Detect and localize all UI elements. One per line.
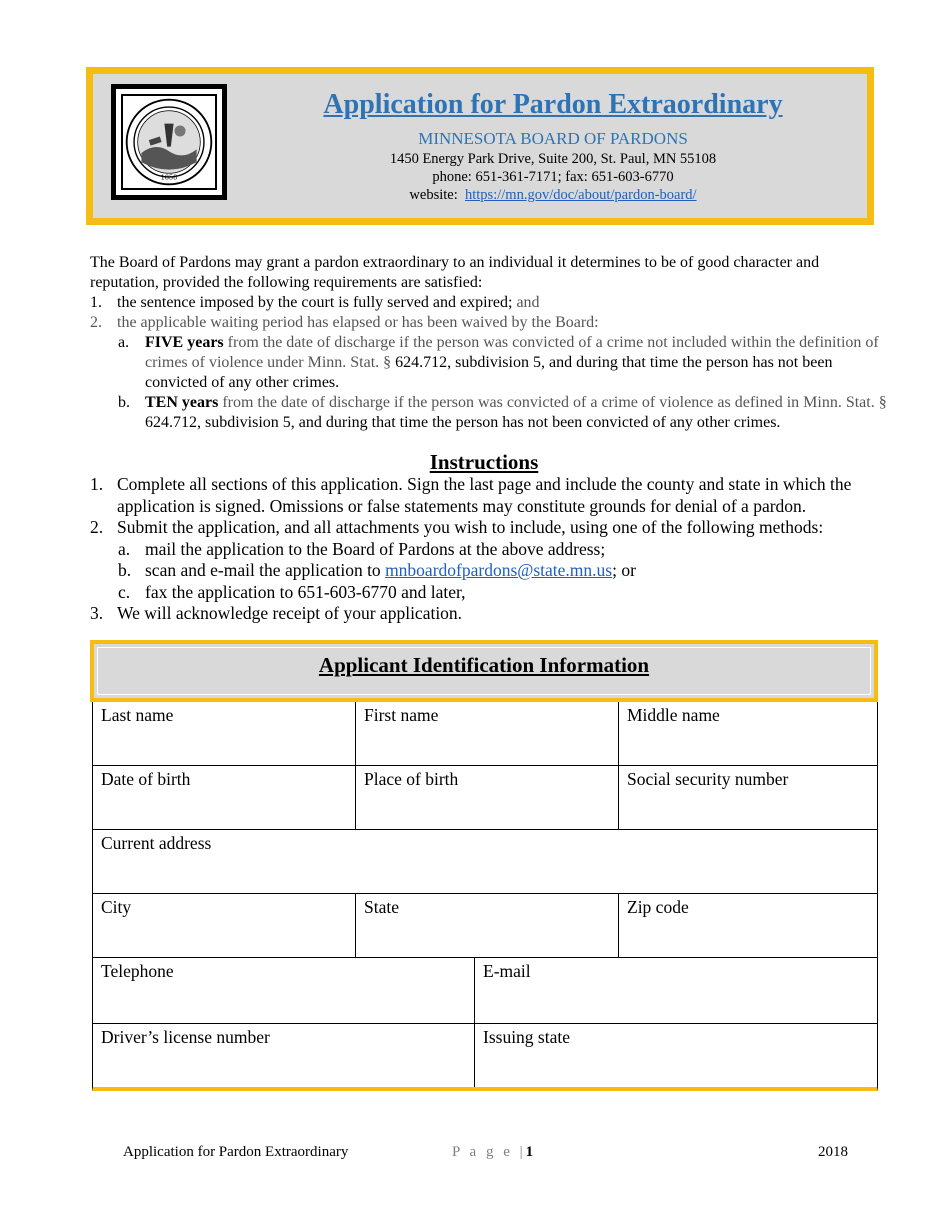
organization-name: MINNESOTA BOARD OF PARDONS: [418, 129, 688, 148]
footer-year: 2018: [818, 1144, 848, 1160]
page-number: P a g e |1: [452, 1144, 534, 1160]
svg-text:1858: 1858: [160, 173, 178, 182]
org-address: 1450 Energy Park Drive, Suite 200, St. Paul, MN 55108: [389, 151, 717, 167]
state-field[interactable]: State: [355, 894, 618, 957]
requirement-item: 2. the applicable waiting period has elapsed or has been waived by the Board:: [90, 314, 599, 331]
org-contact: phone: 651-361-7171; fax: 651-603-6770: [432, 169, 674, 185]
header-text: [243, 86, 863, 204]
middle-name-field[interactable]: Middle name: [618, 702, 877, 765]
date-of-birth-field[interactable]: Date of birth: [101, 769, 191, 789]
seal-icon: [123, 96, 215, 188]
form-row: [93, 702, 877, 765]
applicant-id-form: [92, 702, 878, 1091]
telephone-field[interactable]: Telephone: [101, 961, 174, 981]
requirement-item: 1. the sentence imposed by the court is fully served and expired; and: [90, 294, 540, 311]
issuing-state-field[interactable]: Issuing state: [474, 1024, 877, 1087]
city-field[interactable]: City: [101, 897, 132, 917]
email-link[interactable]: mnboardofpardons@state.mn.us: [385, 560, 613, 580]
footer-title: Application for Pardon Extraordinary: [123, 1144, 349, 1160]
submission-method-item: c. fax the application to 651-603-6770 and later,: [118, 581, 466, 602]
page-title: Application for Pardon Extraordinary: [323, 89, 783, 120]
instruction-item: 1. Complete all sections of this application. Sign the last page and include the county and state in which the application is signed. Omissions or false statements may constitute grounds for denial of a pardon.: [90, 474, 852, 516]
form-row: [93, 957, 877, 1023]
id-section-header: [90, 640, 878, 702]
place-of-birth-field[interactable]: Place of birth: [355, 766, 618, 829]
instruction-item: 3. We will acknowledge receipt of your application.: [90, 603, 463, 623]
waiting-period-item: b. TEN years from the date of discharge if the person was convicted of a crime of violence as defined in Minn. Stat. § 624.712, subdivision 5, and during that time the person has not been convicted of any other crimes.: [118, 394, 887, 431]
org-website: [243, 186, 863, 204]
instructions-list: [90, 474, 890, 625]
form-row: [93, 1023, 877, 1087]
last-name-field[interactable]: Last name: [101, 705, 174, 725]
id-section-title: Applicant Identification Information: [318, 653, 650, 677]
submission-method-item: a. mail the application to the Board of Pardons at the above address;: [118, 538, 606, 559]
submission-method-item: b. scan and e-mail the application to mnboardofpardons@state.mn.us; or: [118, 560, 636, 580]
state-seal-logo: [111, 84, 227, 200]
instructions-heading: Instructions: [429, 450, 539, 474]
drivers-license-field[interactable]: Driver’s license number: [101, 1027, 270, 1047]
zip-code-field[interactable]: Zip code: [618, 894, 877, 957]
email-field[interactable]: E-mail: [474, 958, 877, 1023]
website-link[interactable]: https://mn.gov/doc/about/pardon-board/: [465, 187, 697, 203]
ssn-field[interactable]: Social security number: [618, 766, 877, 829]
form-row: [93, 765, 877, 829]
website-label: website:: [409, 187, 458, 203]
intro-section: [90, 253, 890, 433]
instruction-item: 2. Submit the application, and all attachments you wish to include, using one of the following methods:: [90, 517, 824, 537]
form-row: [93, 829, 877, 893]
waiting-period-item: a. FIVE years from the date of discharge if the person was convicted of a crime not included within the definition of crimes of violence under Minn. Stat. § 624.712, subdivision 5, and during that time the person has not been convicted of any other crimes.: [118, 334, 879, 391]
intro-paragraph: The Board of Pardons may grant a pardon extraordinary to an individual it determines to be of good character and reputation, provided the following requirements are satisfied:: [90, 254, 820, 291]
first-name-field[interactable]: First name: [355, 702, 618, 765]
current-address-field[interactable]: Current address: [101, 833, 212, 853]
header-box: [86, 67, 874, 225]
form-row: [93, 893, 877, 957]
